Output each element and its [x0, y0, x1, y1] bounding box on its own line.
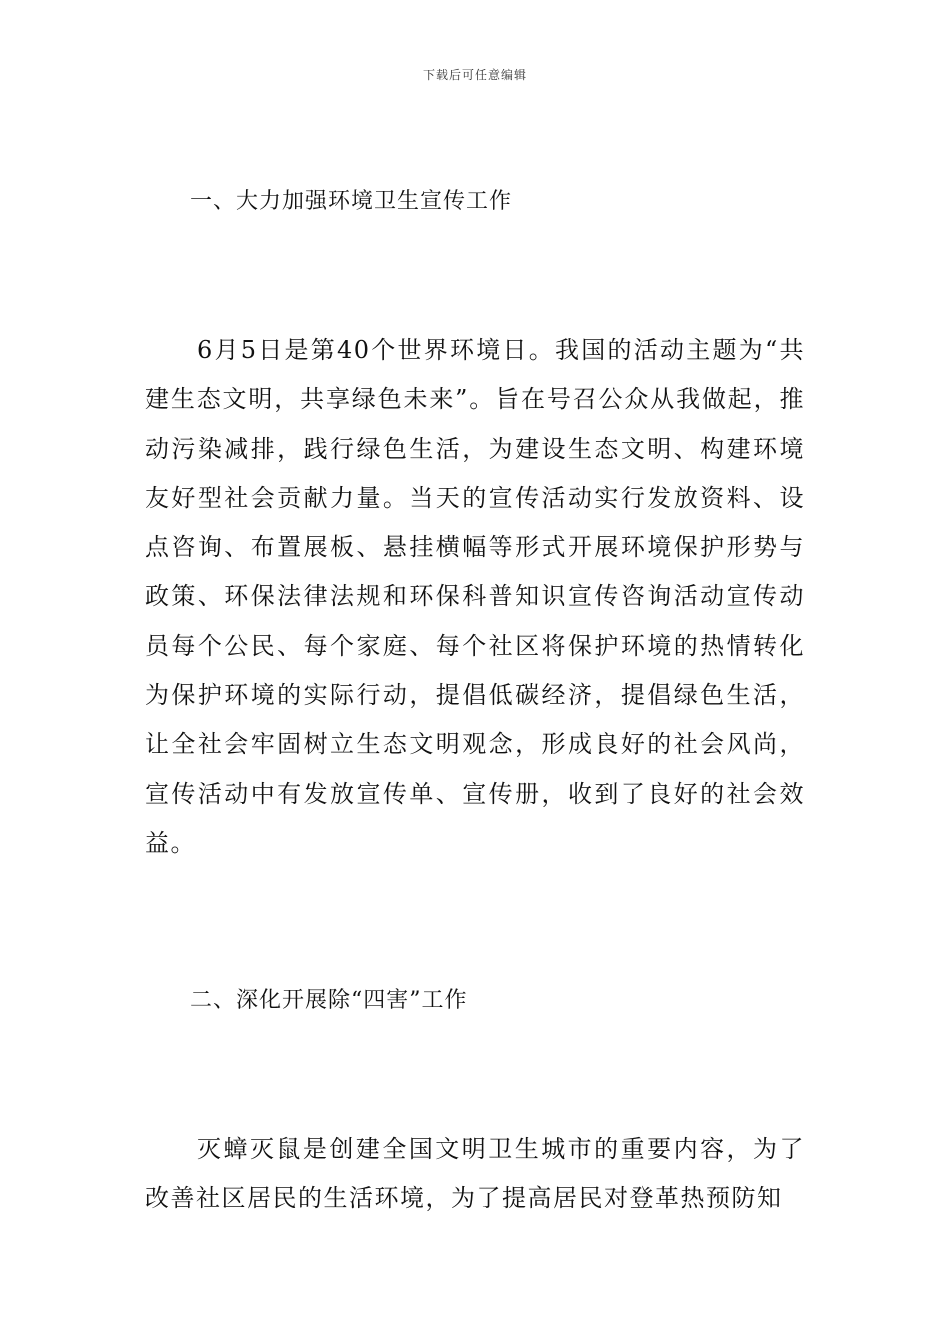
section-heading-1: 一、大力加强环境卫生宣传工作 [190, 189, 513, 214]
section-heading-2: 二、深化开展除“四害”工作 [190, 988, 468, 1013]
section-paragraph-2: 灭蟑灭鼠是创建全国文明卫生城市的重要内容，为了改善社区居民的生活环境，为了提高居民对登革热预防知 [145, 1135, 805, 1213]
section-paragraph-1: 6月5日是第40个世界环境日。我国的活动主题为“共建生态文明，共享绿色未来”。旨在号召公众从我做起，推动污染减排，践行绿色生活，为建设生态文明、构建环境友好型社会贡献力量。当天的宣传活动实行发放资料、设点咨询、布置展板、悬挂横幅等形式开展环境保护形势与政策、环保法律法规和环保科普知识宣传咨询活动宣传动员每个公民、每个家庭、每个社区将保护环境的热情转化为保护环境的实际行动，提倡低碳经济，提倡绿色生活，让全社会牢固树立生态文明观念，形成良好的社会风尚，宣传活动中有发放宣传单、宣传册，收到了良好的社会效益。 [145, 336, 805, 857]
page-header: 下载后可任意编辑 [422, 68, 527, 82]
